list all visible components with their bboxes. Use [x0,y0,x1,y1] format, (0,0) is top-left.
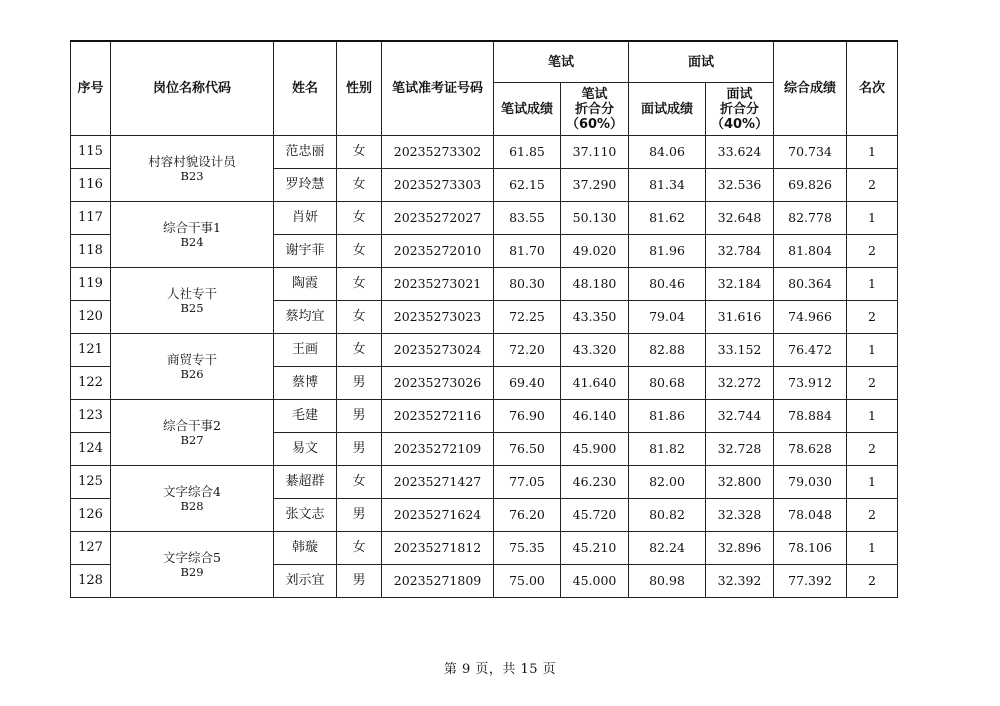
rank-cell: 1 [847,202,898,235]
gender-cell: 女 [337,301,382,334]
rank-cell: 1 [847,334,898,367]
seq-cell: 118 [71,235,111,268]
written-weighted-cell: 46.140 [561,400,629,433]
seq-cell: 126 [71,499,111,532]
interview-weighted-cell: 32.648 [706,202,774,235]
seq-cell: 124 [71,433,111,466]
header-written-group: 笔试 [494,41,629,83]
written-score-cell: 75.35 [494,532,561,565]
position-cell [111,466,274,532]
interview-score-cell: 82.00 [629,466,706,499]
rank-cell: 2 [847,433,898,466]
interview-weighted-cell: 32.184 [706,268,774,301]
written-score-cell: 76.90 [494,400,561,433]
ticket-cell: 20235273024 [382,334,494,367]
interview-weighted-cell: 32.744 [706,400,774,433]
name-cell: 罗玲慧 [274,169,337,202]
ticket-cell: 20235271809 [382,565,494,598]
header-interview-weighted-line2: 折合分 [720,101,760,117]
name-cell: 肖妍 [274,202,337,235]
seq-cell: 120 [71,301,111,334]
ticket-cell: 20235273023 [382,301,494,334]
ticket-cell: 20235273303 [382,169,494,202]
interview-score-cell: 84.06 [629,136,706,169]
results-sheet [70,40,897,598]
total-score-cell: 78.106 [774,532,847,565]
written-score-cell: 83.55 [494,202,561,235]
header-interview-score: 面试成绩 [629,83,706,136]
header-interview-weighted [706,83,774,136]
ticket-cell: 20235272116 [382,400,494,433]
header-interview-weighted-line1: 面试 [726,86,753,102]
rank-cell: 2 [847,367,898,400]
interview-weighted-cell: 32.800 [706,466,774,499]
name-cell: 刘示宜 [274,565,337,598]
position-name: 综合干事2 [163,418,221,433]
rank-cell: 2 [847,301,898,334]
interview-score-cell: 82.24 [629,532,706,565]
results-table [70,40,898,598]
header-written-weighted [561,83,629,136]
total-score-cell: 77.392 [774,565,847,598]
interview-weighted-cell: 31.616 [706,301,774,334]
interview-score-cell: 80.68 [629,367,706,400]
ticket-cell: 20235273302 [382,136,494,169]
seq-cell: 116 [71,169,111,202]
rank-cell: 2 [847,235,898,268]
written-weighted-cell: 37.110 [561,136,629,169]
header-written-weighted-line1: 笔试 [581,86,608,102]
position-name: 商贸专干 [166,352,217,367]
gender-cell: 女 [337,334,382,367]
written-score-cell: 80.30 [494,268,561,301]
rank-cell: 1 [847,400,898,433]
gender-cell: 女 [337,268,382,301]
interview-score-cell: 81.82 [629,433,706,466]
total-score-cell: 78.628 [774,433,847,466]
interview-score-cell: 81.62 [629,202,706,235]
written-score-cell: 76.50 [494,433,561,466]
interview-weighted-cell: 32.536 [706,169,774,202]
written-weighted-cell: 37.290 [561,169,629,202]
position-name: 村容村貌设计员 [148,154,236,169]
position-code: B25 [180,301,204,315]
written-weighted-cell: 45.000 [561,565,629,598]
total-score-cell: 70.734 [774,136,847,169]
interview-score-cell: 80.98 [629,565,706,598]
interview-score-cell: 81.34 [629,169,706,202]
interview-score-cell: 80.46 [629,268,706,301]
table-header [71,41,898,136]
header-ticket: 笔试准考证号码 [382,41,494,136]
name-cell: 谢宇菲 [274,235,337,268]
seq-cell: 121 [71,334,111,367]
ticket-cell: 20235272027 [382,202,494,235]
seq-cell: 119 [71,268,111,301]
ticket-cell: 20235271812 [382,532,494,565]
ticket-cell: 20235273026 [382,367,494,400]
rank-cell: 2 [847,169,898,202]
total-score-cell: 79.030 [774,466,847,499]
written-weighted-cell: 49.020 [561,235,629,268]
table-row [71,334,898,367]
name-cell: 韩璇 [274,532,337,565]
seq-cell: 115 [71,136,111,169]
position-name: 文字综合4 [163,484,221,499]
position-name: 综合干事1 [163,220,221,235]
gender-cell: 男 [337,367,382,400]
seq-cell: 123 [71,400,111,433]
interview-score-cell: 81.86 [629,400,706,433]
gender-cell: 男 [337,400,382,433]
written-weighted-cell: 50.130 [561,202,629,235]
name-cell: 蔡均宜 [274,301,337,334]
gender-cell: 男 [337,433,382,466]
rank-cell: 1 [847,268,898,301]
position-cell [111,202,274,268]
rank-cell: 2 [847,565,898,598]
interview-score-cell: 82.88 [629,334,706,367]
gender-cell: 女 [337,169,382,202]
total-score-cell: 76.472 [774,334,847,367]
gender-cell: 男 [337,565,382,598]
header-rank: 名次 [847,41,898,136]
interview-weighted-cell: 33.152 [706,334,774,367]
table-row [71,268,898,301]
written-score-cell: 69.40 [494,367,561,400]
interview-weighted-cell: 32.272 [706,367,774,400]
gender-cell: 女 [337,202,382,235]
ticket-cell: 20235271624 [382,499,494,532]
position-code: B27 [180,433,204,447]
position-code: B29 [180,565,204,579]
total-score-cell: 78.884 [774,400,847,433]
position-code: B24 [180,235,204,249]
interview-weighted-cell: 32.896 [706,532,774,565]
seq-cell: 117 [71,202,111,235]
table-row [71,400,898,433]
rank-cell: 1 [847,136,898,169]
interview-score-cell: 80.82 [629,499,706,532]
table-row [71,532,898,565]
header-written-score: 笔试成绩 [494,83,561,136]
interview-weighted-cell: 32.728 [706,433,774,466]
interview-score-cell: 81.96 [629,235,706,268]
name-cell: 范忠丽 [274,136,337,169]
seq-cell: 128 [71,565,111,598]
table-row [71,202,898,235]
position-cell [111,334,274,400]
header-seq: 序号 [71,41,111,136]
position-name: 文字综合5 [163,550,221,565]
interview-weighted-cell: 32.328 [706,499,774,532]
written-weighted-cell: 46.230 [561,466,629,499]
total-score-cell: 74.966 [774,301,847,334]
written-score-cell: 81.70 [494,235,561,268]
name-cell: 易文 [274,433,337,466]
ticket-cell: 20235273021 [382,268,494,301]
header-written-weighted-line2: 折合分 [575,101,615,117]
position-cell [111,136,274,202]
position-cell [111,268,274,334]
gender-cell: 女 [337,136,382,169]
written-weighted-cell: 45.900 [561,433,629,466]
table-row [71,466,898,499]
gender-cell: 男 [337,499,382,532]
rank-cell: 2 [847,499,898,532]
name-cell: 蔡博 [274,367,337,400]
interview-score-cell: 79.04 [629,301,706,334]
written-score-cell: 72.20 [494,334,561,367]
name-cell: 王画 [274,334,337,367]
written-weighted-cell: 43.320 [561,334,629,367]
interview-weighted-cell: 32.784 [706,235,774,268]
name-cell: 毛建 [274,400,337,433]
name-cell: 綦超群 [274,466,337,499]
ticket-cell: 20235272109 [382,433,494,466]
header-written-weighted-line3: （60%） [565,116,624,132]
header-name: 姓名 [274,41,337,136]
written-score-cell: 77.05 [494,466,561,499]
written-score-cell: 62.15 [494,169,561,202]
gender-cell: 女 [337,532,382,565]
interview-weighted-cell: 32.392 [706,565,774,598]
written-weighted-cell: 48.180 [561,268,629,301]
seq-cell: 125 [71,466,111,499]
seq-cell: 122 [71,367,111,400]
table-row [71,136,898,169]
position-name: 人社专干 [166,286,217,301]
position-code: B23 [180,169,204,183]
position-code: B28 [180,499,204,513]
page-footer: 第 9 页，共 15 页 [443,662,557,677]
total-score-cell: 81.804 [774,235,847,268]
ticket-cell: 20235271427 [382,466,494,499]
total-score-cell: 69.826 [774,169,847,202]
total-score-cell: 80.364 [774,268,847,301]
rank-cell: 1 [847,466,898,499]
seq-cell: 127 [71,532,111,565]
written-weighted-cell: 45.720 [561,499,629,532]
written-score-cell: 75.00 [494,565,561,598]
total-score-cell: 78.048 [774,499,847,532]
header-row-top [71,41,898,83]
position-code: B26 [180,367,204,381]
name-cell: 张文志 [274,499,337,532]
gender-cell: 女 [337,466,382,499]
table-body [71,136,898,598]
position-cell [111,532,274,598]
written-score-cell: 61.85 [494,136,561,169]
header-total: 综合成绩 [774,41,847,136]
name-cell: 陶霞 [274,268,337,301]
written-score-cell: 76.20 [494,499,561,532]
written-weighted-cell: 43.350 [561,301,629,334]
header-gender: 性别 [337,41,382,136]
interview-weighted-cell: 33.624 [706,136,774,169]
rank-cell: 1 [847,532,898,565]
total-score-cell: 73.912 [774,367,847,400]
gender-cell: 女 [337,235,382,268]
header-interview-weighted-line3: （40%） [710,116,769,132]
total-score-cell: 82.778 [774,202,847,235]
written-weighted-cell: 41.640 [561,367,629,400]
written-score-cell: 72.25 [494,301,561,334]
ticket-cell: 20235272010 [382,235,494,268]
position-cell [111,400,274,466]
header-position: 岗位名称代码 [111,41,274,136]
header-interview-group: 面试 [629,41,774,83]
written-weighted-cell: 45.210 [561,532,629,565]
